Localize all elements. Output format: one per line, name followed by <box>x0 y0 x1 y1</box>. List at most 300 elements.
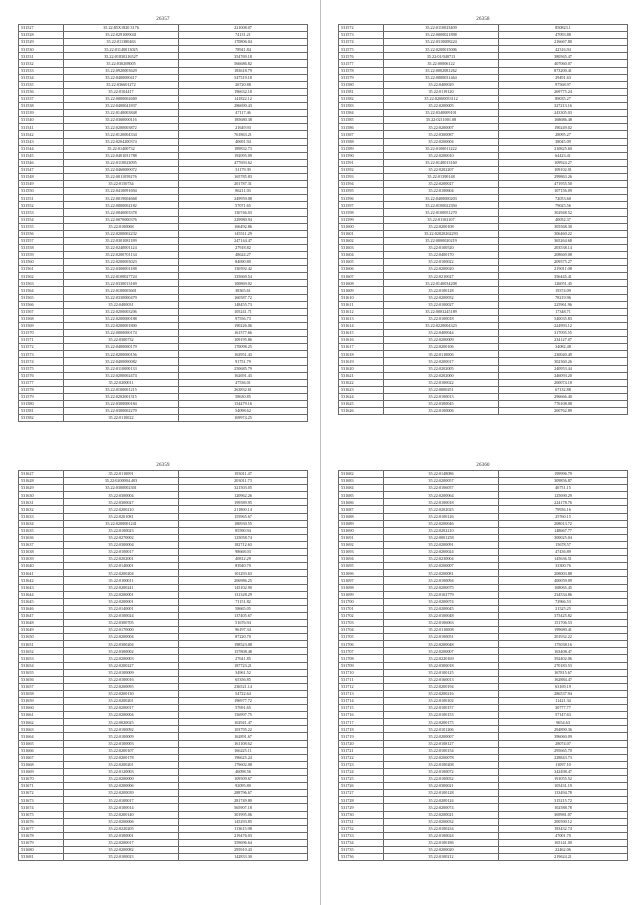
row-id-cell: 531657 <box>19 683 64 690</box>
value-cell: 130746.03 <box>179 209 308 216</box>
row-id-cell: 531732 <box>339 825 384 832</box>
row-id-cell: 531735 <box>339 846 384 853</box>
cadastral-number-cell: 35.22:0140001 <box>64 563 179 570</box>
table-row <box>19 627 308 634</box>
row-id-cell: 531714 <box>339 698 384 705</box>
cadastral-number-cell: 35.22:0200204 <box>64 570 179 577</box>
table-row <box>339 117 628 124</box>
table-row <box>339 549 628 556</box>
row-id-cell: 531667 <box>19 754 64 761</box>
value-cell: 19374.09 <box>499 287 628 294</box>
table-row <box>19 783 308 790</box>
row-id-cell: 531690 <box>339 527 384 534</box>
row-id-cell: 531675 <box>19 811 64 818</box>
row-id-cell: 531591 <box>339 159 384 166</box>
cadastral-number-cell: 35.22:0200024 <box>384 549 499 556</box>
table-row <box>339 747 628 754</box>
cadastral-number-cell: 35.22:0200057 <box>384 478 499 485</box>
row-id-cell: 531574 <box>19 358 64 365</box>
table-row <box>19 598 308 605</box>
cadastral-number-cell: 35.22:0070000376 <box>64 216 179 223</box>
row-id-cell: 531697 <box>339 577 384 584</box>
row-id-cell: 531604 <box>339 252 384 259</box>
row-id-cell: 531641 <box>19 570 64 577</box>
value-cell: 48624.27 <box>179 252 308 259</box>
row-id-cell: 531712 <box>339 683 384 690</box>
value-cell: 40812.29 <box>179 556 308 563</box>
table-row <box>339 683 628 690</box>
cadastral-number-cell: 35.22:0202025 <box>384 506 499 513</box>
cadastral-number-cell: 35.22:0100052 <box>384 776 499 783</box>
table-row <box>339 832 628 839</box>
cadastral-number-cell: 35.22:0200074 <box>384 598 499 605</box>
value-cell: 125690.29 <box>499 492 628 499</box>
page-26360 <box>338 462 628 861</box>
table-row <box>19 301 308 308</box>
value-cell: 97556.73 <box>179 315 308 322</box>
row-id-cell: 531589 <box>339 145 384 152</box>
value-cell: 230040.49 <box>499 351 628 358</box>
cadastral-number-cell: 35.22:0200000156 <box>64 351 179 358</box>
row-id-cell: 531630 <box>19 492 64 499</box>
cadastral-number-cell: 35.22:0340009101 <box>384 110 499 117</box>
table-row <box>339 478 628 485</box>
cadastral-number-cell: 35.22:0150734 <box>64 181 179 188</box>
table-row <box>19 230 308 237</box>
row-id-cell: 531576 <box>339 53 384 60</box>
value-cell: 183618.79 <box>179 67 308 74</box>
table-row <box>339 259 628 266</box>
row-id-cell: 531683 <box>339 478 384 485</box>
table-row <box>339 32 628 39</box>
row-id-cell: 531718 <box>339 726 384 733</box>
row-id-cell: 531649 <box>19 627 64 634</box>
cadastral-number-cell: 35.22:0200194 <box>384 683 499 690</box>
table-row <box>19 244 308 251</box>
table-row <box>339 712 628 719</box>
value-cell: 190249.02 <box>499 124 628 131</box>
row-id-cell: 531648 <box>19 619 64 626</box>
row-id-cell: 531686 <box>339 499 384 506</box>
row-id-cell: 531529 <box>19 39 64 46</box>
table-row <box>339 152 628 159</box>
table-row <box>19 683 308 690</box>
value-cell: 54098.62 <box>179 408 308 415</box>
row-id-cell: 531677 <box>19 825 64 832</box>
value-cell: 97568.97 <box>499 81 628 88</box>
table-row <box>339 280 628 287</box>
cadastral-number-cell: 35.22:0200006 <box>64 818 179 825</box>
row-id-cell: 531625 <box>339 400 384 407</box>
value-cell: 79025.56 <box>499 202 628 209</box>
table-row <box>339 53 628 60</box>
cadastral-number-cell: 35.22:0202000 <box>384 372 499 379</box>
cadastral-number-cell: 35.22:0300002301 <box>64 485 179 492</box>
table-row <box>339 740 628 747</box>
table-row <box>19 669 308 676</box>
value-cell: 234127.07 <box>499 337 628 344</box>
cadastral-number-cell: 35.22:0202005 <box>384 365 499 372</box>
value-cell: 179602.08 <box>179 761 308 768</box>
cadastral-number-cell: 35.22:0200178 <box>64 754 179 761</box>
row-id-cell: 531578 <box>19 386 64 393</box>
value-cell: 224178.76 <box>499 499 628 506</box>
table-row <box>339 719 628 726</box>
row-id-cell: 531555 <box>19 223 64 230</box>
table-row <box>339 287 628 294</box>
table-row <box>339 81 628 88</box>
cadastral-number-cell: 35.22:0200045 <box>384 605 499 612</box>
value-cell: 269775.24 <box>499 88 628 95</box>
value-cell: 566686.82 <box>179 60 308 67</box>
value-cell: 199589.95 <box>179 499 308 506</box>
row-id-cell: 531646 <box>19 605 64 612</box>
cadastral-number-cell: 35.22:0200140 <box>64 811 179 818</box>
cadastral-number-cell: 35.22:0300705 <box>64 619 179 626</box>
row-id-cell: 531631 <box>19 499 64 506</box>
value-cell: 79936.16 <box>499 506 628 513</box>
value-cell: 850823.1 <box>499 25 628 32</box>
table-row <box>19 478 308 485</box>
row-id-cell: 531637 <box>19 541 64 548</box>
table-row <box>19 839 308 846</box>
cadastral-number-cell: 35.22:0300001188 <box>64 266 179 273</box>
value-cell: 109195.86 <box>179 337 308 344</box>
row-id-cell: 531723 <box>339 761 384 768</box>
table-row <box>19 252 308 259</box>
cadastral-number-cell: 35.22:0360000116 <box>64 117 179 124</box>
table-row <box>19 641 308 648</box>
row-id-cell: 531616 <box>339 337 384 344</box>
value-cell: 270183.53 <box>499 662 628 669</box>
table-row <box>19 88 308 95</box>
cadastral-number-cell: 35.22:0100186 <box>384 839 499 846</box>
row-id-cell: 531724 <box>339 768 384 775</box>
table-row <box>19 287 308 294</box>
cadastral-number-cell: 35.22:0100022 <box>384 379 499 386</box>
cadastral-number-cell: 35.22:0300045 <box>384 400 499 407</box>
row-id-cell: 531710 <box>339 669 384 676</box>
table-row <box>339 188 628 195</box>
value-cell: 407060.07 <box>499 60 628 67</box>
row-id-cell: 531634 <box>19 520 64 527</box>
row-id-cell: 531620 <box>339 365 384 372</box>
table-row <box>19 492 308 499</box>
table-row <box>19 81 308 88</box>
value-cell: 342498.47 <box>499 768 628 775</box>
row-id-cell: 531557 <box>19 237 64 244</box>
value-cell: 400059.09 <box>499 577 628 584</box>
cadastral-number-cell: 35.22:0410091694 <box>64 188 179 195</box>
value-cell: 776108.08 <box>499 400 628 407</box>
cadastre-table <box>18 470 308 861</box>
value-cell: 109102.01 <box>499 166 628 173</box>
row-id-cell: 531722 <box>339 754 384 761</box>
value-cell: 46751.15 <box>499 485 628 492</box>
cadastral-number-cell: 35.22:0200003023 <box>64 259 179 266</box>
table-row <box>19 195 308 202</box>
value-cell: 87220.70 <box>179 634 308 641</box>
table-row <box>19 379 308 386</box>
table-row <box>339 202 628 209</box>
value-cell: 126051.45 <box>499 280 628 287</box>
table-row <box>339 322 628 329</box>
value-cell: 169974.25 <box>179 415 308 422</box>
value-cell: 100869.02 <box>179 280 308 287</box>
row-id-cell: 531545 <box>19 152 64 159</box>
table-row <box>339 846 628 853</box>
cadastral-number-cell: 35.22:0200095 <box>64 683 179 690</box>
row-id-cell: 531539 <box>19 110 64 117</box>
value-cell: 243305.03 <box>499 110 628 117</box>
table-row <box>339 74 628 81</box>
row-id-cell: 531689 <box>339 520 384 527</box>
value-cell: 96197.34 <box>179 627 308 634</box>
row-id-cell: 531562 <box>19 273 64 280</box>
page-26358 <box>338 16 628 415</box>
value-cell: 196977.72 <box>179 698 308 705</box>
value-cell: 156997.75 <box>179 712 308 719</box>
table-row <box>19 74 308 81</box>
cadastral-number-cell: 35.22:0104417 <box>64 88 179 95</box>
value-cell: 57691.65 <box>179 705 308 712</box>
value-cell: 38365.61 <box>179 287 308 294</box>
table-row <box>19 556 308 563</box>
table-row <box>19 308 308 315</box>
value-cell: 183432.74 <box>499 825 628 832</box>
value-cell: 86211.03 <box>179 188 308 195</box>
table-row <box>339 577 628 584</box>
row-id-cell: 531642 <box>19 577 64 584</box>
table-row <box>339 386 628 393</box>
row-id-cell: 531595 <box>339 188 384 195</box>
row-id-cell: 531708 <box>339 655 384 662</box>
row-id-cell: 531538 <box>19 103 64 110</box>
row-id-cell: 531688 <box>339 513 384 520</box>
value-cell: 161577.66 <box>179 330 308 337</box>
value-cell: 63169.19 <box>499 683 628 690</box>
cadastral-number-cell: 35.22:0210027 <box>384 273 499 280</box>
value-cell: 196625.24 <box>179 754 308 761</box>
table-row <box>339 563 628 570</box>
row-id-cell: 531549 <box>19 181 64 188</box>
cadastral-number-cell: 35.22:0460000072 <box>64 166 179 173</box>
value-cell: 25760.15 <box>499 513 628 520</box>
row-id-cell: 531705 <box>339 634 384 641</box>
value-cell: 219624.21 <box>499 854 628 861</box>
value-cell: 477693.62 <box>179 159 308 166</box>
cadastral-number-cell: 35.22:0200001 <box>64 598 179 605</box>
value-cell: 133494.78 <box>499 790 628 797</box>
row-id-cell: 531651 <box>19 641 64 648</box>
cadastral-number-cell: 35.22:0200052 <box>384 294 499 301</box>
row-id-cell: 531664 <box>19 733 64 740</box>
table-row <box>19 202 308 209</box>
table-row <box>339 513 628 520</box>
row-id-cell: 531543 <box>19 138 64 145</box>
table-row <box>339 818 628 825</box>
cadastral-number-cell: 35.22:0200241 <box>64 584 179 591</box>
cadastral-number-cell: 35.22:0100009 <box>64 669 179 676</box>
value-cell: 101293.63 <box>179 570 308 577</box>
value-cell: 315215.72 <box>499 797 628 804</box>
table-row <box>19 46 308 53</box>
table-row <box>339 541 628 548</box>
cadastral-number-cell: 35.22:0102779 <box>384 591 499 598</box>
table-row <box>19 237 308 244</box>
cadastral-number-cell: 35.22:0100154 <box>384 747 499 754</box>
table-row <box>19 273 308 280</box>
table-row <box>339 237 628 244</box>
value-cell: 109924.27 <box>499 159 628 166</box>
cadastral-number-cell: 35.22:0200017 <box>64 705 179 712</box>
row-id-cell: 531613 <box>339 315 384 322</box>
table-row <box>339 556 628 563</box>
value-cell: 224993.12 <box>499 322 628 329</box>
cadastral-number-cell: 35.22:0200020 <box>384 846 499 853</box>
cadastral-number-cell: 35.22:02060053112 <box>384 95 499 102</box>
row-id-cell: 531626 <box>339 408 384 415</box>
table-row <box>339 492 628 499</box>
cadastral-number-cell: 35.22:0100234 <box>384 825 499 832</box>
cadastral-number-cell: 35.22:0200078 <box>384 754 499 761</box>
row-id-cell: 531605 <box>339 259 384 266</box>
row-id-cell: 531573 <box>339 32 384 39</box>
cadastral-number-cell: 35.22:0200216 <box>384 690 499 697</box>
value-cell: 165141.00 <box>499 839 628 846</box>
row-id-cell: 531709 <box>339 662 384 669</box>
cadastral-number-cell: 35.22:0100128 <box>384 287 499 294</box>
row-id-cell: 531609 <box>339 287 384 294</box>
cadastral-number-cell: 35.22:0100126 <box>384 513 499 520</box>
table-row <box>339 60 628 67</box>
value-cell: 91751.79 <box>179 358 308 365</box>
cadastral-number-cell: 35.22:0300002279 <box>64 408 179 415</box>
table-row <box>19 776 308 783</box>
table-row <box>339 216 628 223</box>
cadastral-number-cell: 35.22:0200107 <box>64 747 179 754</box>
row-id-cell: 531571 <box>19 337 64 344</box>
cadastral-number-cell: 35.22:0310008224 <box>384 39 499 46</box>
value-cell: 234534.86 <box>499 591 628 598</box>
row-id-cell: 531621 <box>339 372 384 379</box>
cadastral-number-cell: 35.22:0200003872 <box>64 124 179 131</box>
cadastral-number-cell: 35.22:0100003 <box>64 740 179 747</box>
value-cell: 27641.85 <box>179 655 308 662</box>
table-row <box>19 159 308 166</box>
row-id-cell: 531608 <box>339 280 384 287</box>
table-row <box>19 223 308 230</box>
table-row <box>19 733 308 740</box>
value-cell: 47536.01 <box>179 379 308 386</box>
cadastral-number-cell: 35.22:0230004 <box>384 556 499 563</box>
value-cell: 113615.98 <box>179 825 308 832</box>
cadastral-number-cell: 35.22:0119120 <box>384 88 499 95</box>
row-id-cell: 531599 <box>339 216 384 223</box>
cadastral-number-cell: 35.22:0202001 <box>64 556 179 563</box>
row-id-cell: 531636 <box>19 534 64 541</box>
cadastral-number-cell: 35.22:0300000184 <box>64 400 179 407</box>
value-cell: 288796.67 <box>179 790 308 797</box>
table-row <box>339 209 628 216</box>
table-row <box>339 308 628 315</box>
cadastral-number-cell: 35.22:011380463 <box>64 39 179 46</box>
value-cell: 155965.67 <box>179 513 308 520</box>
value-cell: 170098.25 <box>179 344 308 351</box>
cadastral-number-cell: 35.22:0200005 <box>384 103 499 110</box>
cadastral-number-cell: 35.22:0200091 <box>384 541 499 548</box>
row-id-cell: 531687 <box>339 506 384 513</box>
table-row <box>19 131 308 138</box>
row-id-cell: 531541 <box>19 124 64 131</box>
row-id-cell: 531629 <box>19 485 64 492</box>
cadastral-number-cell: 35.22:0140003848 <box>64 110 179 117</box>
value-cell: 228843.73 <box>499 754 628 761</box>
cadastral-number-cell: 35.22:0100604 <box>384 188 499 195</box>
value-cell: 125058.74 <box>179 534 308 541</box>
cadastral-number-cell: 35.22:0040003378 <box>64 209 179 216</box>
cadastre-table <box>18 24 308 422</box>
table-row <box>19 152 308 159</box>
cadastral-number-cell: 35.22:0200003 <box>64 655 179 662</box>
row-id-cell: 531577 <box>19 379 64 386</box>
cadastral-number-cell: 35.22:0011059276 <box>64 173 179 180</box>
value-cell: 295910.43 <box>179 846 308 853</box>
value-cell: 380565.47 <box>499 53 628 60</box>
table-row <box>19 634 308 641</box>
value-cell: 9654.63 <box>499 719 628 726</box>
table-row <box>19 527 308 534</box>
table-row <box>339 365 628 372</box>
value-cell: 229980.94 <box>179 216 308 223</box>
cadastral-number-cell: 35.22:0920003629 <box>64 67 179 74</box>
cadastral-number-cell: 35.22:0400000417 <box>64 74 179 81</box>
value-cell: 210825.60 <box>499 145 628 152</box>
cadastral-number-cell: 35.22:0100016 <box>64 676 179 683</box>
row-id-cell: 531612 <box>339 308 384 315</box>
table-row <box>19 67 308 74</box>
row-id-cell: 531673 <box>19 797 64 804</box>
row-id-cell: 531639 <box>19 556 64 563</box>
row-id-cell: 531592 <box>339 166 384 173</box>
cadastral-number-cell: 35.22:0101206 <box>384 726 499 733</box>
row-id-cell: 531700 <box>339 598 384 605</box>
cadastral-number-cell: 35.22:0220205 <box>64 825 179 832</box>
value-cell: 163408.47 <box>499 648 628 655</box>
value-cell: 27918.82 <box>179 244 308 251</box>
row-id-cell: 531707 <box>339 648 384 655</box>
table-row <box>19 541 308 548</box>
cadastral-number-cell: 35.22:0300732 <box>64 337 179 344</box>
cadastral-number-cell: 35.22:02020262293 <box>384 230 499 237</box>
table-row <box>339 698 628 705</box>
cadastral-number-cell: 35.22:0200046 <box>384 520 499 527</box>
value-cell: 200590.12 <box>499 818 628 825</box>
table-row <box>19 563 308 570</box>
row-id-cell: 531573 <box>19 351 64 358</box>
value-cell: 103795.22 <box>179 726 308 733</box>
table-row <box>19 145 308 152</box>
value-cell: 54722.64 <box>179 690 308 697</box>
value-cell: 219011.08 <box>499 266 628 273</box>
row-id-cell: 531654 <box>19 662 64 669</box>
table-row <box>19 393 308 400</box>
cadastral-number-cell: 35.22:0002081262 <box>384 67 499 74</box>
cadastral-number-cell: 35.22:01390148 <box>384 173 499 180</box>
table-row <box>19 584 308 591</box>
cadastral-number-cell: 35.22:0100022394 <box>384 202 499 209</box>
row-id-cell: 531603 <box>339 244 384 251</box>
